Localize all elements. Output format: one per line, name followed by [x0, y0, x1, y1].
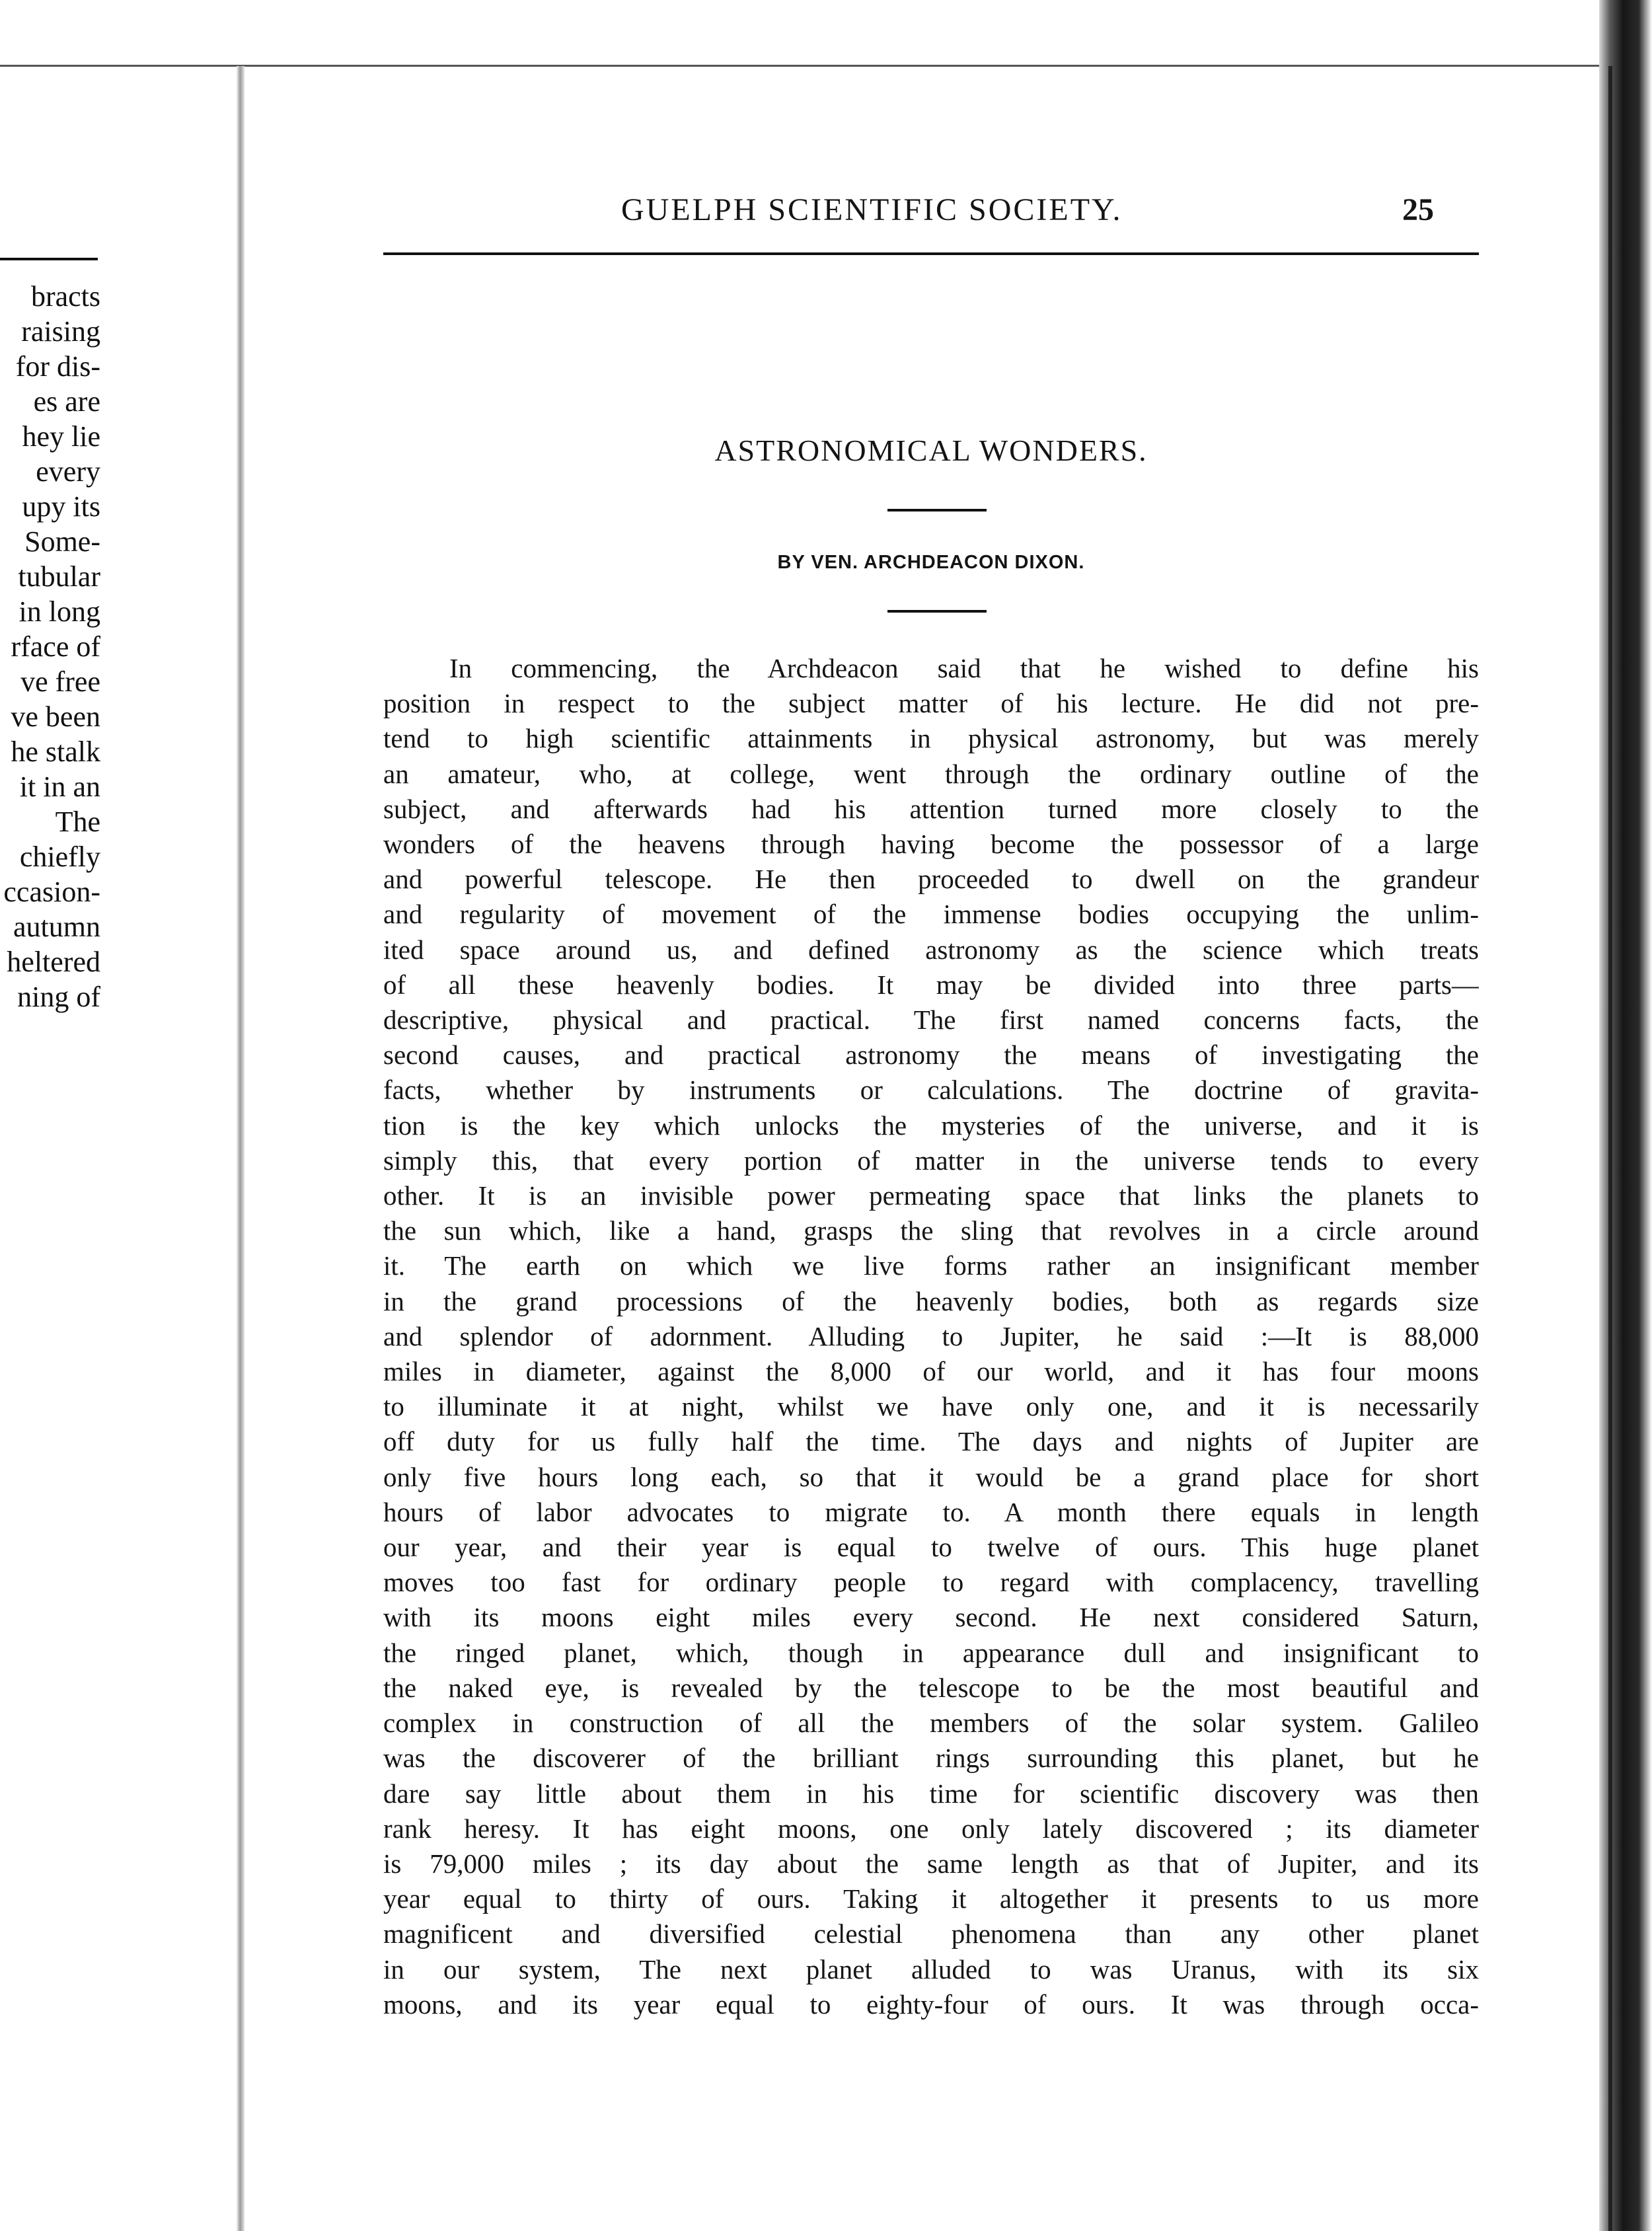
left-page-line: it in an	[19, 771, 100, 803]
left-page-line: rface of	[11, 630, 100, 663]
article-line: ited space around us, and defined astronomy as the science which treats	[383, 934, 1479, 965]
left-page-line: chiefly	[19, 841, 100, 873]
byline-rule	[887, 610, 987, 613]
left-page-line: es are	[33, 385, 100, 418]
left-page-text	[3, 279, 100, 1014]
article-line: off duty for us fully half the time. The days and nights of Jupiter are	[383, 1426, 1479, 1457]
article-line: and regularity of movement of the immense bodies occupying the unlim-	[383, 899, 1479, 930]
article-line: year equal to thirty of ours. Taking it altogether it presents to us more	[383, 1883, 1479, 1914]
left-facing-page	[0, 66, 100, 2148]
article-line: second causes, and practical astronomy the means of investigating the	[383, 1040, 1479, 1071]
article-line: the sun which, like a hand, grasps the sling that revolves in a circle around	[383, 1215, 1479, 1246]
left-page-line: ning of	[17, 981, 100, 1013]
article-line: tend to high scientific attainments in physical astronomy, but was merely	[383, 723, 1479, 754]
title-rule	[887, 509, 987, 511]
left-page-line: ve been	[11, 700, 100, 733]
book-gutter	[237, 66, 244, 2231]
left-page-line: ccasion-	[3, 876, 100, 908]
left-page-line: The	[55, 806, 100, 838]
left-page-line: upy its	[22, 490, 100, 523]
left-page-line: Some-	[24, 525, 100, 558]
article-line: moons, and its year equal to eighty-four of ours. It was through occa-	[383, 1988, 1479, 2020]
article-line: miles in diameter, against the 8,000 of our world, and it has four moons	[383, 1356, 1479, 1387]
article-line: dare say little about them in his time for scientific discovery was then	[383, 1778, 1479, 1809]
left-page-rule	[0, 258, 98, 260]
article-line: hours of labor advocates to migrate to. A month there equals in length	[383, 1496, 1479, 1527]
article-title: ASTRONOMICAL WONDERS.	[714, 434, 1148, 467]
left-page-line: bracts	[30, 280, 100, 313]
article-line: moves too fast for ordinary people to regard with complacency, travelling	[383, 1567, 1479, 1598]
left-page-line: every	[36, 455, 100, 488]
left-page-line: ve free	[20, 665, 100, 698]
article-line: the naked eye, is revealed by the telescope to be the most beautiful and	[383, 1672, 1479, 1703]
left-page-line: for dis-	[15, 350, 100, 383]
page-number: 25	[1402, 192, 1434, 227]
article-line: rank heresy. It has eight moons, one only lately discovered ; its diameter	[383, 1813, 1479, 1844]
right-page-edge	[1599, 0, 1652, 2231]
article-line: and splendor of adornment. Alluding to Jupiter, he said :—It is 88,000	[383, 1320, 1479, 1351]
running-head	[383, 192, 1493, 238]
article-line: facts, whether by instruments or calculations. The doctrine of gravita-	[383, 1075, 1479, 1106]
article-line: our year, and their year is equal to twelve of ours. This huge planet	[383, 1532, 1479, 1563]
article-byline: BY VEN. ARCHDEACON DIXON.	[777, 552, 1085, 573]
header-rule	[383, 252, 1479, 255]
left-page-line: he stalk	[11, 736, 100, 768]
left-page-line: autumn	[13, 911, 100, 943]
left-page-line: in long	[19, 595, 100, 628]
article-line: complex in construction of all the members of the solar system. Galileo	[383, 1708, 1479, 1739]
left-page-line: tubular	[18, 560, 100, 593]
article-line: other. It is an invisible power permeating space that links the planets to	[383, 1180, 1479, 1211]
right-page-edge-line	[1608, 66, 1612, 2231]
article-line: it. The earth on which we live forms rather an insignificant member	[383, 1250, 1479, 1281]
right-page	[383, 192, 1493, 2020]
article-line: descriptive, physical and practical. The first named concerns facts, the	[383, 1004, 1479, 1036]
article-line: is 79,000 miles ; its day about the same length as that of Jupiter, and its	[383, 1848, 1479, 1879]
article-line: magnificent and diversified celestial phenomena than any other planet	[383, 1918, 1479, 1949]
article-line: In commencing, the Archdeacon said that he wished to define his	[449, 653, 1479, 683]
running-title: GUELPH SCIENTIFIC SOCIETY.	[621, 192, 1123, 227]
article-line: subject, and afterwards had his attention turned more closely to the	[383, 793, 1479, 824]
article-line: an amateur, who, at college, went through the ordinary outline of the	[383, 758, 1479, 789]
article-body	[383, 651, 1479, 2022]
article-line: wonders of the heavens through having become the possessor of a large	[383, 829, 1479, 860]
article-line: the ringed planet, which, though in appearance dull and insignificant to	[383, 1637, 1479, 1668]
article-line: to illuminate it at night, whilst we have only one, and it is necessarily	[383, 1391, 1479, 1422]
article-line: was the discoverer of the brilliant rings surrounding this planet, but he	[383, 1743, 1479, 1774]
left-page-line: raising	[21, 315, 100, 348]
left-page-line: heltered	[7, 946, 100, 978]
article-line: and powerful telescope. He then proceeded to dwell on the grandeur	[383, 864, 1479, 895]
article-line: of all these heavenly bodies. It may be divided into three parts—	[383, 969, 1479, 1000]
article-line: only five hours long each, so that it would be a grand place for short	[383, 1461, 1479, 1492]
article-line: position in respect to the subject matter of his lecture. He did not pre-	[383, 688, 1479, 719]
left-page-line: hey lie	[22, 420, 100, 453]
article-line: simply this, that every portion of matter in the universe tends to every	[383, 1145, 1479, 1176]
article-line: with its moons eight miles every second. He next considered Saturn,	[383, 1602, 1479, 1633]
article-line: in our system, The next planet alluded to was Uranus, with its six	[383, 1953, 1479, 1985]
article-line: tion is the key which unlocks the mysteries of the universe, and it is	[383, 1110, 1479, 1141]
article-line: in the grand processions of the heavenly bodies, both as regards size	[383, 1285, 1479, 1316]
